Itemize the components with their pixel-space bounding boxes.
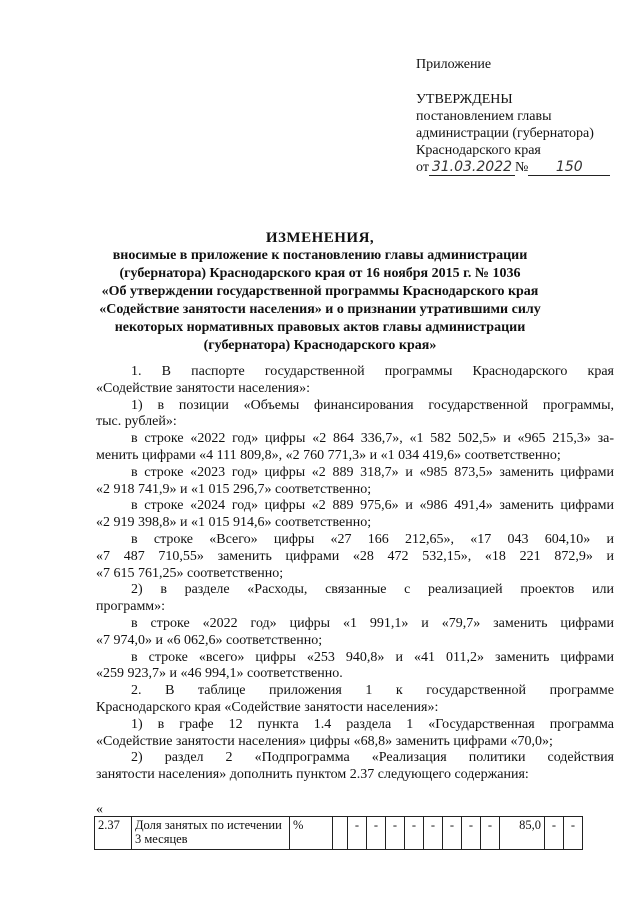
body-line: «7 974,0» и «6 062,6» соответственно; [96, 632, 323, 648]
body-line: тыс. рублей»: [96, 414, 177, 430]
body-line: Краснодарского края «Содействие занятости населения»: [96, 699, 439, 715]
approval-block [416, 56, 626, 176]
body-line: 2) раздел 2 «Подпрограмма «Реализация политики содействия [131, 750, 614, 766]
dash-cell: - [367, 817, 386, 850]
document-title [80, 229, 560, 355]
dash-cell: - [564, 817, 583, 850]
body-line: «Содействие занятости населения» цифры «68,8» заменить цифрами «70,0»; [96, 733, 553, 749]
title-line-3: «Об утверждении государственной программы Краснодарского края [101, 284, 539, 299]
handwritten-number: 150 [528, 160, 610, 176]
approved-label: УТВЕРЖДЕНЫ [416, 92, 513, 107]
dash-cell: - [386, 817, 405, 850]
title-line-1: вносимые в приложение к постановлению главы администрации [112, 248, 528, 263]
body-line: «259 923,7» и «46 994,1» соответственно. [96, 666, 343, 682]
title-line-2: (губернатора) Краснодарского края от 16 ноября 2015 г. № 1036 [119, 266, 521, 281]
date-number-line [416, 159, 626, 176]
number-label: № [514, 160, 529, 175]
dash-cell: - [481, 817, 500, 850]
opening-quote: « [96, 802, 103, 817]
appendix-label: Приложение [416, 57, 492, 72]
body-line: 1) в графе 12 пункта 1.4 раздела 1 «Государственная программа [131, 716, 614, 732]
from-label: от [416, 160, 429, 175]
value-cell: 85,0 [500, 817, 545, 850]
document-body [96, 364, 614, 784]
title-line-6: (губернатора) Краснодарского края» [203, 338, 437, 353]
body-line: в строке «2022 год» цифры «2 864 336,7», «1 582 502,5» и «965 215,3» за- [131, 431, 614, 447]
approval-line-1: постановлением главы [416, 109, 552, 124]
body-line: 2) в разделе «Расходы, связанные с реализацией проектов или [131, 582, 614, 598]
approval-line-3: Краснодарского края [416, 143, 541, 158]
indicator-table [94, 816, 583, 850]
row-number-cell: 2.37 [95, 817, 132, 850]
body-line: 1. В паспорте государственной программы Краснодарского края [131, 364, 614, 379]
body-line: «2 919 398,8» и «1 015 914,6» соответственно; [96, 515, 372, 531]
body-line: менить цифрами «4 111 809,8», «2 760 771,3» и «1 034 419,6» соответственно; [96, 447, 561, 463]
dash-cell: - [348, 817, 367, 850]
body-line: программ»: [96, 599, 166, 615]
approval-line-2: администрации (губернатора) [416, 126, 594, 141]
handwritten-date: 31.03.2022 [429, 160, 515, 176]
body-line: «7 487 710,55» заменить цифрами «28 472 532,15», «18 221 872,9» и [96, 548, 614, 564]
body-line: «2 918 741,9» и «1 015 296,7» соответственно; [96, 481, 372, 497]
body-line: в строке «2022 год» цифры «1 991,1» и «79,7» заменить цифрами [131, 615, 614, 631]
indicator-name-cell: Доля занятых по истечении 3 месяцев [132, 817, 290, 850]
body-line: «7 615 761,25» соответственно; [96, 565, 284, 581]
body-line: в строке «Всего» цифры «27 166 212,65», «17 043 604,10» и [131, 531, 614, 547]
title-heading: ИЗМЕНЕНИЯ, [265, 230, 375, 246]
dash-cell: - [462, 817, 481, 850]
body-line: в строке «2023 год» цифры «2 889 318,7» и «985 873,5» заменить цифрами [131, 464, 614, 480]
table-row [95, 817, 583, 850]
body-line: в строке «2024 год» цифры «2 889 975,6» и «986 491,4» заменить цифрами [131, 498, 614, 514]
body-line: 1) в позиции «Объемы финансирования государственной программы, [131, 397, 614, 413]
title-line-4: «Содействие занятости населения» и о признании утратившими силу [99, 302, 541, 317]
empty-cell [333, 817, 348, 850]
title-line-5: некоторых нормативных правовых актов главы администрации [114, 320, 526, 335]
body-line: в строке «всего» цифры «253 940,8» и «41 011,2» заменить цифрами [131, 649, 614, 665]
dash-cell: - [405, 817, 424, 850]
dash-cell: - [443, 817, 462, 850]
body-line: занятости населения» дополнить пунктом 2.37 следующего содержания: [96, 767, 529, 783]
dash-cell: - [424, 817, 443, 850]
body-line: 2. В таблице приложения 1 к государственной программе [131, 683, 614, 699]
unit-cell: % [290, 817, 333, 850]
body-line: «Содействие занятости населения»: [96, 380, 311, 396]
dash-cell: - [545, 817, 564, 850]
